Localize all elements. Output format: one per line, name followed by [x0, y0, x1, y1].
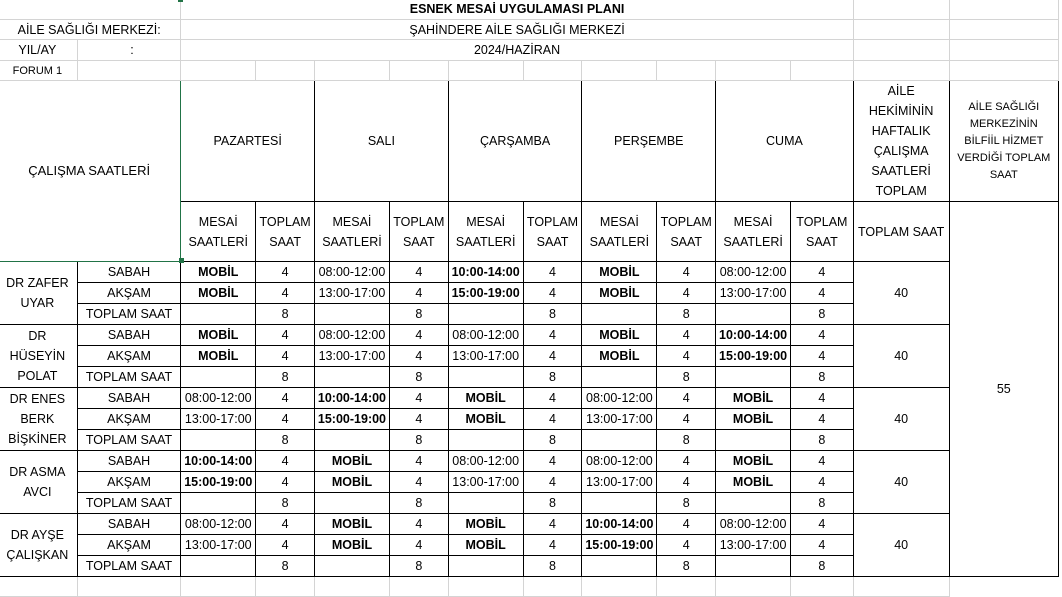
shift-hours-cell[interactable]: 15:00-19:00: [716, 346, 791, 367]
daily-total-cell[interactable]: 8: [256, 556, 315, 577]
daily-total-cell[interactable]: 8: [657, 430, 716, 451]
cell-empty[interactable]: [949, 61, 1058, 81]
shift-hours-subheader[interactable]: MESAİ SAATLERİ: [582, 202, 657, 262]
cell-empty[interactable]: [853, 40, 949, 61]
cell-empty[interactable]: [315, 61, 390, 81]
daily-total-cell[interactable]: 8: [389, 556, 448, 577]
shift-hours-cell[interactable]: 15:00-19:00: [582, 535, 657, 556]
shift-hours-cell[interactable]: 15:00-19:00: [448, 283, 523, 304]
shift-total-cell[interactable]: 4: [523, 325, 582, 346]
daily-total-cell[interactable]: 8: [657, 556, 716, 577]
shift-total-cell[interactable]: 4: [389, 451, 448, 472]
shift-hours-cell[interactable]: 13:00-17:00: [582, 409, 657, 430]
shift-hours-cell[interactable]: MOBİL: [448, 535, 523, 556]
shift-label[interactable]: AKŞAM: [77, 283, 181, 304]
shift-hours-cell[interactable]: 08:00-12:00: [716, 262, 791, 283]
cell-empty[interactable]: [315, 304, 390, 325]
shift-hours-cell[interactable]: MOBİL: [716, 388, 791, 409]
shift-total-cell[interactable]: 4: [657, 409, 716, 430]
doctor-name[interactable]: DR ASMA AVCI: [0, 451, 77, 514]
shift-hours-cell[interactable]: 10:00-14:00: [582, 514, 657, 535]
shift-hours-cell[interactable]: 08:00-12:00: [448, 325, 523, 346]
daily-total-cell[interactable]: 8: [389, 304, 448, 325]
shift-hours-subheader[interactable]: MESAİ SAATLERİ: [716, 202, 791, 262]
cell-empty[interactable]: [256, 61, 315, 81]
selection-fill-handle: [179, 258, 184, 263]
shift-total-cell[interactable]: 4: [256, 325, 315, 346]
shift-total-cell[interactable]: 4: [791, 451, 854, 472]
cell-empty[interactable]: [448, 493, 523, 514]
daily-total-cell[interactable]: 8: [523, 430, 582, 451]
daily-total-cell[interactable]: 8: [389, 367, 448, 388]
shift-label[interactable]: SABAH: [77, 514, 181, 535]
shift-total-cell[interactable]: 4: [389, 388, 448, 409]
shift-hours-cell[interactable]: MOBİL: [181, 283, 256, 304]
shift-label[interactable]: SABAH: [77, 325, 181, 346]
shift-total-cell[interactable]: 4: [791, 535, 854, 556]
cell-empty[interactable]: [315, 493, 390, 514]
shift-total-cell[interactable]: 4: [523, 262, 582, 283]
daily-total-cell[interactable]: 8: [523, 367, 582, 388]
cell-empty[interactable]: [949, 0, 1058, 20]
cell-empty[interactable]: [523, 61, 582, 81]
center-total-header[interactable]: AİLE SAĞLIĞI MERKEZİNİN BİLFİİL HİZMET VERDİĞİ TOPLAM SAAT: [949, 81, 1058, 202]
shift-hours-cell[interactable]: 08:00-12:00: [315, 325, 390, 346]
total-hours-subheader[interactable]: TOPLAM SAAT: [256, 202, 315, 262]
shift-hours-cell[interactable]: 08:00-12:00: [181, 514, 256, 535]
cell-empty[interactable]: [181, 493, 256, 514]
shift-total-cell[interactable]: 4: [256, 283, 315, 304]
shift-hours-cell[interactable]: 10:00-14:00: [448, 262, 523, 283]
weekly-total-value[interactable]: 40: [853, 451, 949, 514]
shift-hours-cell[interactable]: MOBİL: [582, 283, 657, 304]
cell-empty[interactable]: [582, 493, 657, 514]
shift-hours-cell[interactable]: 13:00-17:00: [582, 472, 657, 493]
shift-total-cell[interactable]: 4: [256, 346, 315, 367]
center-total-value[interactable]: 55: [949, 202, 1058, 577]
shift-hours-cell[interactable]: 08:00-12:00: [315, 262, 390, 283]
shift-total-cell[interactable]: 4: [791, 409, 854, 430]
year-month-label[interactable]: YIL/AY: [0, 40, 77, 61]
day-header[interactable]: PAZARTESİ: [181, 81, 315, 202]
working-hours-header[interactable]: ÇALIŞMA SAATLERİ: [0, 81, 181, 262]
shift-total-cell[interactable]: 4: [523, 514, 582, 535]
shift-total-cell[interactable]: 4: [657, 346, 716, 367]
total-hours-subheader[interactable]: TOPLAM SAAT: [657, 202, 716, 262]
shift-hours-cell[interactable]: MOBİL: [582, 346, 657, 367]
cell-empty[interactable]: [716, 367, 791, 388]
cell-empty[interactable]: [181, 61, 256, 81]
shift-total-cell[interactable]: 4: [389, 514, 448, 535]
cell-empty[interactable]: [716, 577, 791, 597]
cell-empty[interactable]: [181, 577, 256, 597]
total-hours-subheader[interactable]: TOPLAM SAAT: [791, 202, 854, 262]
shift-total-cell[interactable]: 4: [791, 388, 854, 409]
daily-total-cell[interactable]: 8: [523, 304, 582, 325]
shift-hours-cell[interactable]: MOBİL: [448, 409, 523, 430]
center-name[interactable]: ŞAHİNDERE AİLE SAĞLIĞI MERKEZİ: [181, 20, 853, 40]
cell-empty[interactable]: [657, 577, 716, 597]
cell-empty[interactable]: [77, 61, 181, 81]
daily-total-cell[interactable]: 8: [256, 430, 315, 451]
daily-total-cell[interactable]: 8: [523, 493, 582, 514]
shift-total-cell[interactable]: 4: [256, 451, 315, 472]
shift-total-cell[interactable]: 4: [256, 409, 315, 430]
cell-empty[interactable]: [657, 61, 716, 81]
shift-total-cell[interactable]: 4: [657, 451, 716, 472]
shift-hours-cell[interactable]: MOBİL: [181, 262, 256, 283]
shift-total-cell[interactable]: 4: [657, 388, 716, 409]
cell-empty[interactable]: [853, 0, 949, 20]
shift-hours-cell[interactable]: 13:00-17:00: [315, 346, 390, 367]
form-label[interactable]: FORUM 1: [0, 61, 77, 81]
cell-empty[interactable]: [448, 556, 523, 577]
cell-empty[interactable]: [315, 577, 390, 597]
day-header[interactable]: ÇARŞAMBA: [448, 81, 582, 202]
shift-total-cell[interactable]: 4: [523, 388, 582, 409]
shift-hours-cell[interactable]: 15:00-19:00: [315, 409, 390, 430]
shift-hours-cell[interactable]: 10:00-14:00: [716, 325, 791, 346]
daily-total-cell[interactable]: 8: [657, 304, 716, 325]
daily-total-cell[interactable]: 8: [256, 304, 315, 325]
shift-total-cell[interactable]: 4: [389, 283, 448, 304]
shift-total-cell[interactable]: 4: [523, 409, 582, 430]
shift-total-cell[interactable]: 4: [389, 262, 448, 283]
shift-hours-cell[interactable]: MOBİL: [181, 325, 256, 346]
shift-label[interactable]: AKŞAM: [77, 346, 181, 367]
day-header[interactable]: SALI: [315, 81, 449, 202]
daily-total-cell[interactable]: 8: [657, 367, 716, 388]
doctor-name[interactable]: DR ENES BERK BİŞKİNER: [0, 388, 77, 451]
weekly-total-value[interactable]: 40: [853, 325, 949, 388]
shift-hours-cell[interactable]: MOBİL: [716, 472, 791, 493]
shift-hours-cell[interactable]: MOBİL: [582, 325, 657, 346]
shift-total-cell[interactable]: 4: [256, 472, 315, 493]
weekly-total-value[interactable]: 40: [853, 262, 949, 325]
weekly-total-value[interactable]: 40: [853, 514, 949, 577]
shift-total-cell[interactable]: 4: [657, 325, 716, 346]
shift-total-cell[interactable]: 4: [657, 283, 716, 304]
shift-total-cell[interactable]: 4: [256, 262, 315, 283]
shift-hours-cell[interactable]: MOBİL: [315, 535, 390, 556]
cell-empty[interactable]: [716, 304, 791, 325]
cell-empty[interactable]: [582, 304, 657, 325]
shift-total-cell[interactable]: 4: [523, 451, 582, 472]
shift-total-cell[interactable]: 4: [791, 472, 854, 493]
daily-total-cell[interactable]: 8: [791, 556, 854, 577]
total-hours-subheader[interactable]: TOPLAM SAAT: [389, 202, 448, 262]
shift-hours-subheader[interactable]: MESAİ SAATLERİ: [315, 202, 390, 262]
shift-hours-cell[interactable]: MOBİL: [315, 514, 390, 535]
cell-empty[interactable]: [315, 430, 390, 451]
shift-total-cell[interactable]: 4: [657, 535, 716, 556]
daily-total-cell[interactable]: 8: [791, 304, 854, 325]
cell-empty[interactable]: [853, 61, 949, 81]
cell-empty[interactable]: [716, 556, 791, 577]
cell-empty[interactable]: [716, 61, 791, 81]
shift-hours-cell[interactable]: 08:00-12:00: [181, 388, 256, 409]
shift-hours-cell[interactable]: 08:00-12:00: [582, 451, 657, 472]
cell-empty[interactable]: [0, 577, 77, 597]
cell-empty[interactable]: [582, 61, 657, 81]
shift-label[interactable]: SABAH: [77, 388, 181, 409]
shift-total-cell[interactable]: 4: [657, 514, 716, 535]
shift-total-cell[interactable]: 4: [791, 283, 854, 304]
period-value[interactable]: 2024/HAZİRAN: [181, 40, 853, 61]
shift-label[interactable]: SABAH: [77, 262, 181, 283]
cell-empty[interactable]: [181, 430, 256, 451]
shift-total-cell[interactable]: 4: [791, 346, 854, 367]
weekly-total-subheader[interactable]: TOPLAM SAAT: [853, 202, 949, 262]
shift-hours-cell[interactable]: MOBİL: [315, 451, 390, 472]
shift-hours-cell[interactable]: MOBİL: [448, 388, 523, 409]
year-month-colon[interactable]: :: [77, 40, 181, 61]
shift-hours-cell[interactable]: 08:00-12:00: [582, 388, 657, 409]
shift-hours-cell[interactable]: 08:00-12:00: [716, 514, 791, 535]
shift-hours-subheader[interactable]: MESAİ SAATLERİ: [181, 202, 256, 262]
shift-total-cell[interactable]: 4: [389, 409, 448, 430]
selection-handle: [178, 0, 183, 2]
cell-empty[interactable]: [448, 430, 523, 451]
shift-hours-cell[interactable]: MOBİL: [716, 451, 791, 472]
cell-empty[interactable]: [582, 556, 657, 577]
cell-empty[interactable]: [523, 577, 582, 597]
cell-empty[interactable]: [389, 61, 448, 81]
daily-total-cell[interactable]: 8: [389, 493, 448, 514]
cell-empty[interactable]: [181, 367, 256, 388]
shift-total-cell[interactable]: 4: [657, 472, 716, 493]
cell-empty[interactable]: [389, 577, 448, 597]
cell-empty[interactable]: [256, 577, 315, 597]
cell-empty[interactable]: [0, 0, 181, 20]
shift-total-cell[interactable]: 4: [256, 535, 315, 556]
shift-label[interactable]: SABAH: [77, 451, 181, 472]
daily-total-cell[interactable]: 8: [523, 556, 582, 577]
cell-empty[interactable]: [181, 556, 256, 577]
shift-hours-cell[interactable]: 15:00-19:00: [181, 472, 256, 493]
total-hours-subheader[interactable]: TOPLAM SAAT: [523, 202, 582, 262]
cell-empty[interactable]: [853, 20, 949, 40]
cell-empty[interactable]: [448, 367, 523, 388]
shift-hours-cell[interactable]: 13:00-17:00: [716, 535, 791, 556]
cell-empty[interactable]: [77, 577, 181, 597]
shift-hours-cell[interactable]: MOBİL: [181, 346, 256, 367]
cell-empty[interactable]: [791, 61, 854, 81]
cell-empty[interactable]: [582, 577, 657, 597]
doctor-name[interactable]: DR AYŞE ÇALIŞKAN: [0, 514, 77, 577]
shift-hours-cell[interactable]: 10:00-14:00: [315, 388, 390, 409]
cell-empty[interactable]: [315, 367, 390, 388]
shift-total-cell[interactable]: 4: [791, 325, 854, 346]
shift-hours-cell[interactable]: MOBİL: [716, 409, 791, 430]
shift-hours-cell[interactable]: 08:00-12:00: [448, 451, 523, 472]
daily-total-cell[interactable]: 8: [256, 367, 315, 388]
plan-title[interactable]: ESNEK MESAİ UYGULAMASI PLANI: [181, 0, 853, 20]
weekly-total-value[interactable]: 40: [853, 388, 949, 451]
cell-empty[interactable]: [448, 304, 523, 325]
cell-empty[interactable]: [582, 430, 657, 451]
cell-empty[interactable]: [582, 367, 657, 388]
doctor-name[interactable]: DR ZAFER UYAR: [0, 262, 77, 325]
shift-hours-subheader[interactable]: MESAİ SAATLERİ: [448, 202, 523, 262]
daily-total-cell[interactable]: 8: [389, 430, 448, 451]
shift-label[interactable]: TOPLAM SAAT: [77, 367, 181, 388]
shift-total-cell[interactable]: 4: [256, 514, 315, 535]
shift-label[interactable]: TOPLAM SAAT: [77, 493, 181, 514]
shift-total-cell[interactable]: 4: [523, 283, 582, 304]
daily-total-cell[interactable]: 8: [791, 493, 854, 514]
shift-hours-cell[interactable]: 10:00-14:00: [181, 451, 256, 472]
cell-empty[interactable]: [181, 304, 256, 325]
shift-total-cell[interactable]: 4: [523, 535, 582, 556]
shift-total-cell[interactable]: 4: [256, 388, 315, 409]
shift-total-cell[interactable]: 4: [523, 472, 582, 493]
cell-empty[interactable]: [315, 556, 390, 577]
shift-total-cell[interactable]: 4: [389, 472, 448, 493]
daily-total-cell[interactable]: 8: [791, 430, 854, 451]
shift-hours-cell[interactable]: 13:00-17:00: [448, 346, 523, 367]
daily-total-cell[interactable]: 8: [256, 493, 315, 514]
shift-total-cell[interactable]: 4: [791, 514, 854, 535]
shift-hours-cell[interactable]: 13:00-17:00: [181, 409, 256, 430]
daily-total-cell[interactable]: 8: [791, 367, 854, 388]
weekly-hours-header[interactable]: AİLE HEKİMİNİN HAFTALIK ÇALIŞMA SAATLERİ TOPLAM: [853, 81, 949, 202]
doctor-name[interactable]: DR HÜSEYİN POLAT: [0, 325, 77, 388]
day-header[interactable]: CUMA: [716, 81, 854, 202]
shift-hours-cell[interactable]: MOBİL: [448, 514, 523, 535]
cell-empty[interactable]: [949, 40, 1058, 61]
cell-empty[interactable]: [448, 577, 523, 597]
shift-label[interactable]: AKŞAM: [77, 409, 181, 430]
shift-label[interactable]: TOPLAM SAAT: [77, 556, 181, 577]
day-header[interactable]: PERŞEMBE: [582, 81, 716, 202]
shift-label[interactable]: AKŞAM: [77, 535, 181, 556]
cell-empty[interactable]: [949, 20, 1058, 40]
shift-label[interactable]: TOPLAM SAAT: [77, 430, 181, 451]
center-label[interactable]: AİLE SAĞLIĞI MERKEZİ:: [0, 20, 181, 40]
shift-hours-cell[interactable]: MOBİL: [582, 262, 657, 283]
shift-total-cell[interactable]: 4: [389, 325, 448, 346]
daily-total-cell[interactable]: 8: [657, 493, 716, 514]
shift-total-cell[interactable]: 4: [389, 346, 448, 367]
shift-label[interactable]: AKŞAM: [77, 472, 181, 493]
cell-empty[interactable]: [853, 577, 949, 597]
shift-hours-cell[interactable]: 13:00-17:00: [181, 535, 256, 556]
cell-empty[interactable]: [448, 61, 523, 81]
cell-empty[interactable]: [716, 430, 791, 451]
shift-total-cell[interactable]: 4: [657, 262, 716, 283]
shift-total-cell[interactable]: 4: [523, 346, 582, 367]
shift-total-cell[interactable]: 4: [389, 535, 448, 556]
shift-hours-cell[interactable]: 13:00-17:00: [448, 472, 523, 493]
shift-hours-cell[interactable]: 13:00-17:00: [716, 283, 791, 304]
shift-hours-cell[interactable]: MOBİL: [315, 472, 390, 493]
shift-total-cell[interactable]: 4: [791, 262, 854, 283]
cell-empty[interactable]: [791, 577, 854, 597]
shift-hours-cell[interactable]: 13:00-17:00: [315, 283, 390, 304]
shift-label[interactable]: TOPLAM SAAT: [77, 304, 181, 325]
cell-empty[interactable]: [716, 493, 791, 514]
